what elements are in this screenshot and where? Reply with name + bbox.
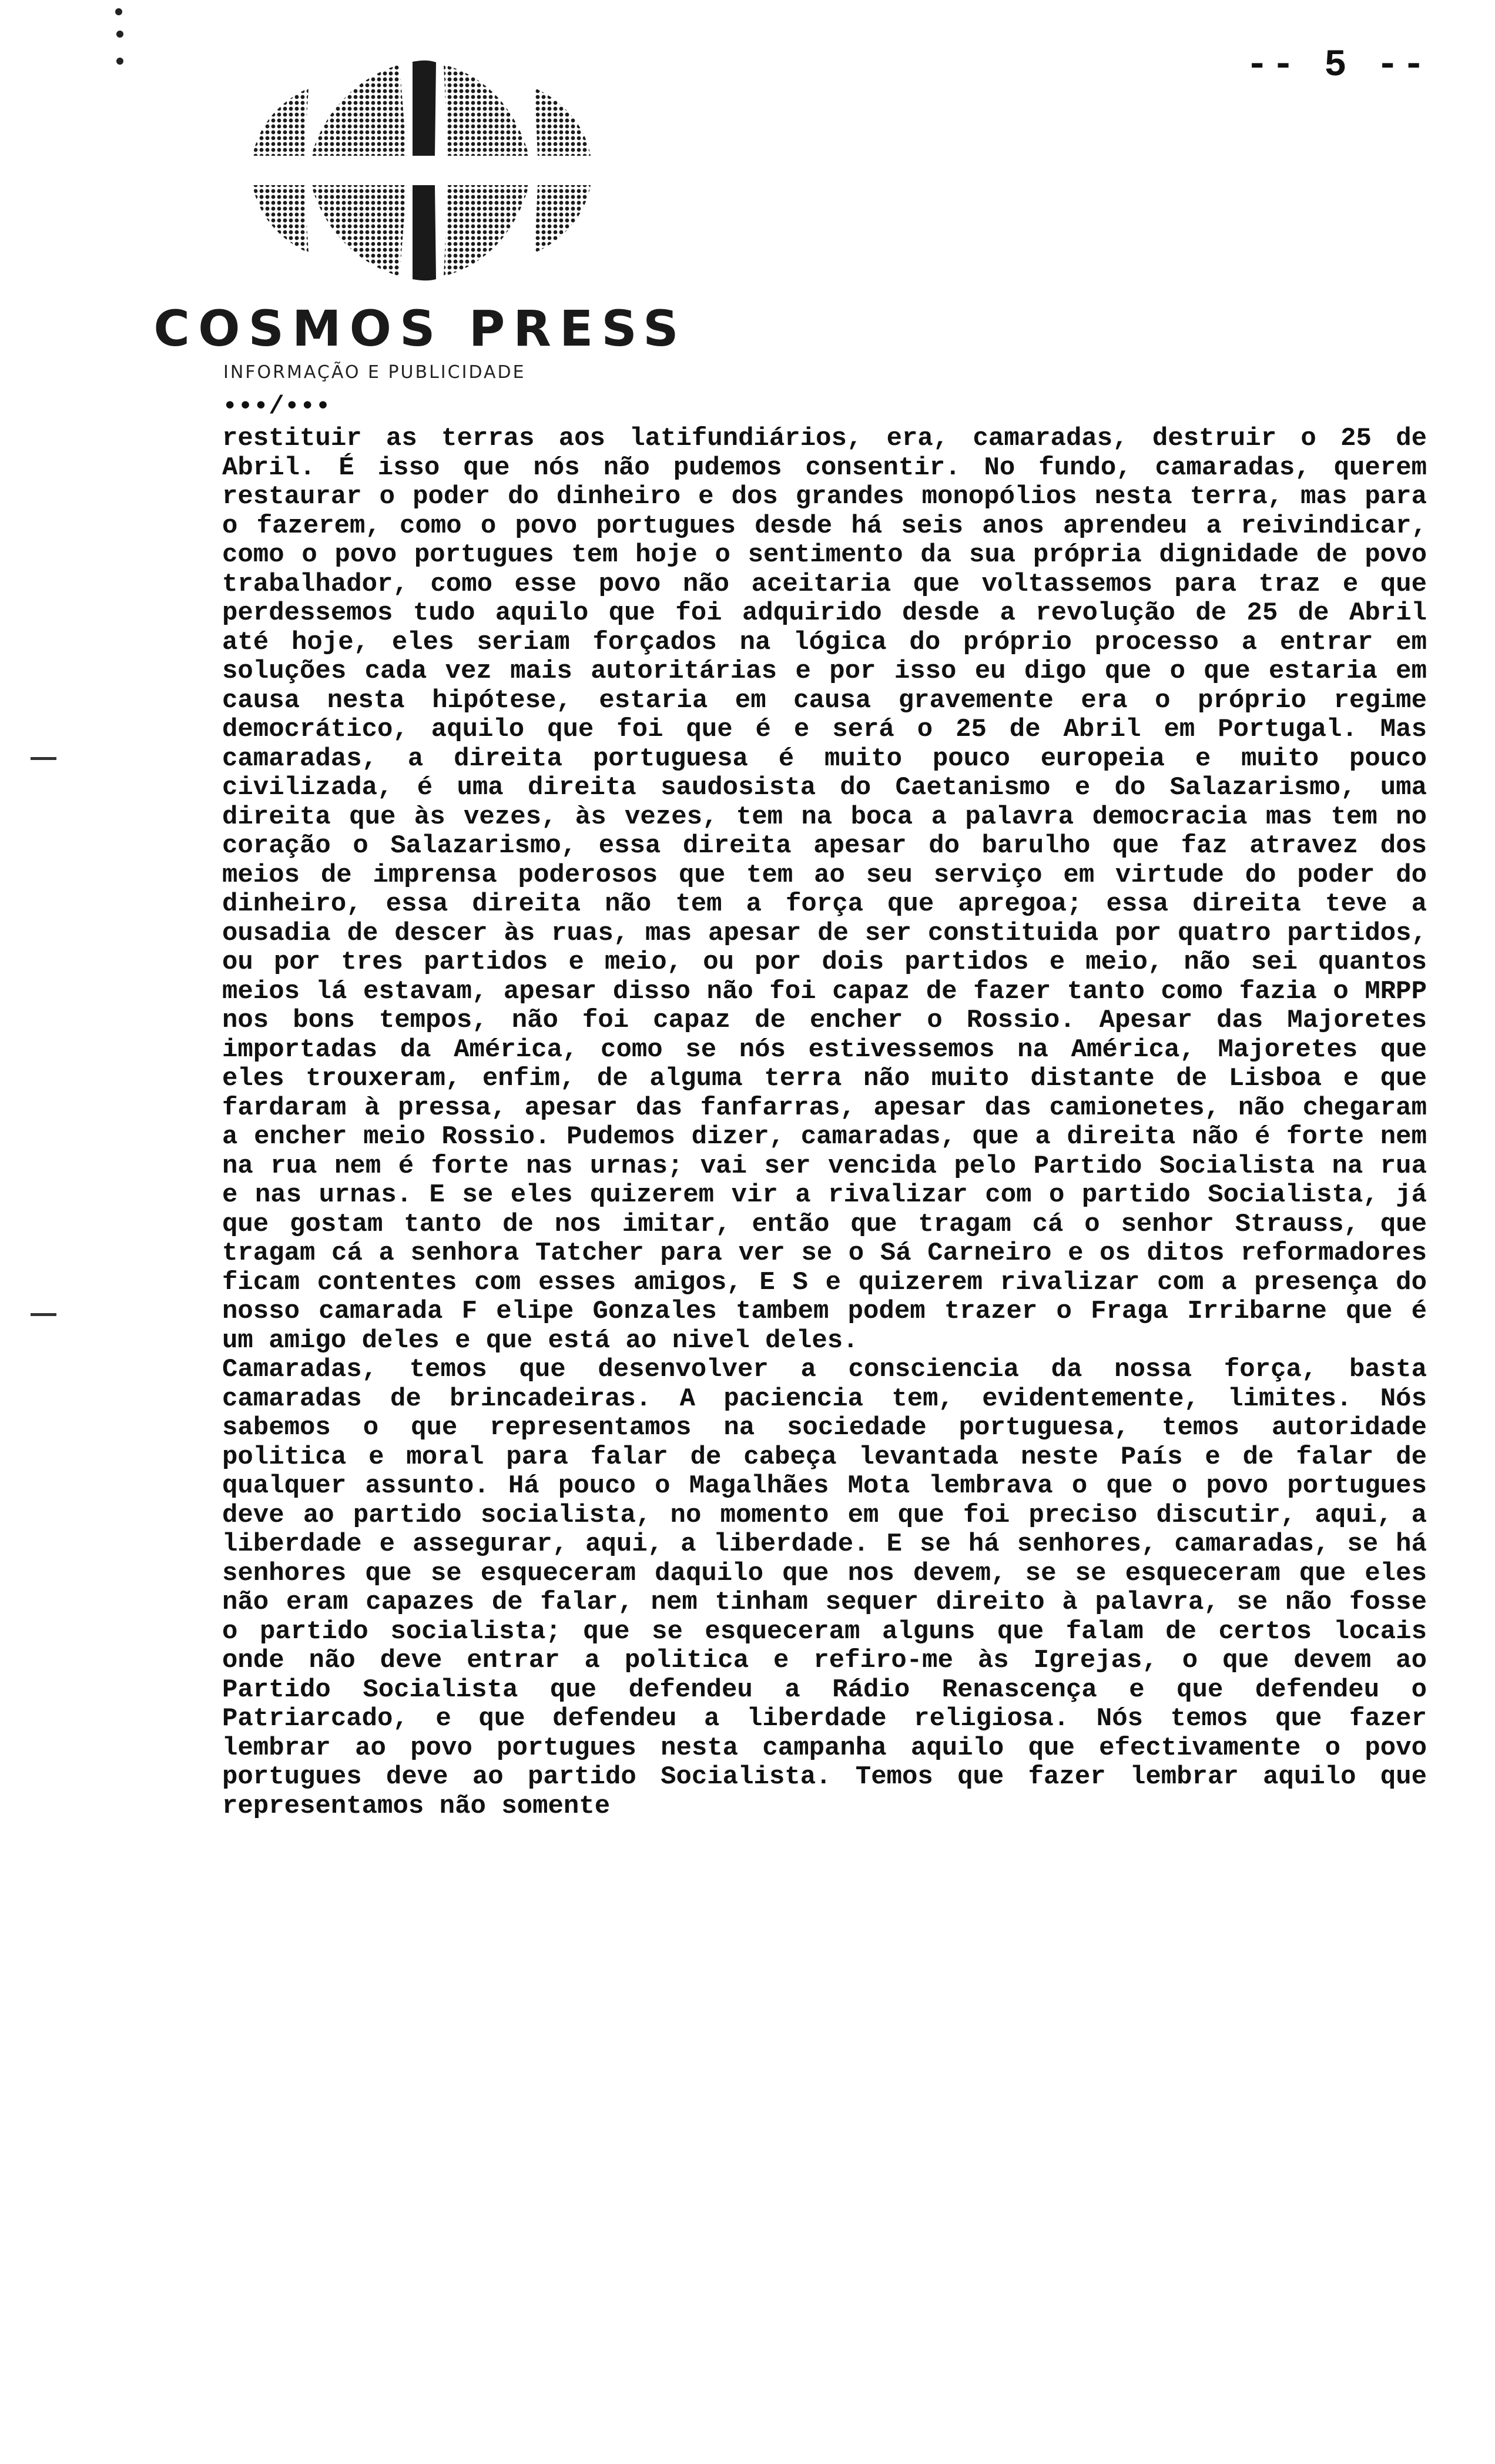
document-body <box>222 389 1427 1821</box>
letterhead <box>129 53 711 382</box>
margin-mark <box>116 31 123 38</box>
margin-mark <box>31 1313 56 1316</box>
brand-tagline: INFORMAÇÃO E PUBLICIDADE <box>223 362 526 383</box>
globe-logo-icon <box>241 53 599 288</box>
margin-mark <box>116 58 123 65</box>
margin-mark <box>115 8 122 15</box>
page-number: -- 5 -- <box>1246 45 1429 87</box>
paragraph: restituir as terras aos latifundiários, era, camaradas, destruir o 25 de Abril. É isso que nós não pudemos consentir. No fundo, camaradas, querem restaurar o poder do dinheiro e dos grandes monopólios nesta terra, mas para o fazerem, como o povo portugues desde há seis anos aprendeu a reivindicar, como o povo portugues tem hoje o sentimento da sua própria dignidade de povo trabalhador, como esse povo não aceitaria que voltassemos para traz e que perdessemos tudo aquilo que foi adquirido desde a revolução de 25 de Abril até hoje, eles seriam forçados na lógica do próprio processo a entrar em soluções cada vez mais autoritárias e por isso eu digo que o que estaria em causa nesta hipótese, estaria em causa gravemente era o próprio regime democrático, aquilo que foi que é e será o 25 de Abril em Portugal. Mas camaradas, a direita portuguesa é muito pouco europeia e muito pouco civilizada, é uma direita saudosista do Caetanismo e do Salazarismo, uma direita que às vezes, às vezes, tem na boca a palavra democracia mas tem no coração o Salazarismo, essa direita apesar do barulho que faz atravez dos meios de imprensa poderosos que tem ao seu serviço em virtude do poder do dinheiro, essa direita não tem a força que apregoa; essa direita teve a ousadia de descer às ruas, mas apesar de ser constituida por quatro partidos, ou por tres partidos e meio, ou por dois partidos e meio, não sei quantos meios lá estavam, apesar disso não foi capaz de fazer tanto como fazia o MRPP nos bons tempos, não foi capaz de encher o Rossio. Apesar das Majoretes importadas da América, como se nós estivessemos na América, Majoretes que eles trouxeram, enfim, de alguma terra não muito distante de Lisboa e que fardaram à pressa, apesar das fanfarras, apesar das camionetes, não chegaram a encher meio Rossio. Pudemos dizer, camaradas, que a direita não é forte nem na rua nem é forte nas urnas; vai ser vencida pelo Partido Socialista na rua e nas urnas. E se eles quizerem vir a rivalizar com o partido Socialista, já que gostam tanto de nos imitar, então que tragam cá o senhor Strauss, que tragam cá a senhora Tatcher para ver se o Sá Carneiro e os ditos reformadores ficam contentes com esses amigos, E S e quizerem rivalizar com a presença do nosso camarada F elipe Gonzales tambem podem trazer o Fraga Irribarne que é um amigo deles e que está ao nivel deles. <box>222 424 1427 1355</box>
brand-name: COSMOS PRESS <box>153 300 687 357</box>
continuation-marker: •••/••• <box>222 392 331 421</box>
margin-mark <box>31 757 56 760</box>
paragraph: Camaradas, temos que desenvolver a consciencia da nossa força, basta camaradas de brincadeiras. A paciencia tem, evidentemente, limites. Nós sabemos o que representamos na sociedade portuguesa, temos autoridade politica e moral para falar de cabeça levantada neste País e de falar de qualquer assunto. Há pouco o Magalhães Mota lembrava o que o povo portugues deve ao partido socialista, no momento em que foi preciso discutir, aqui, a liberdade e assegurar, aqui, a liberdade. E se há senhores, camaradas, se há senhores que se esqueceram daquilo que nos devem, se se esqueceram que eles não eram capazes de falar, nem tinham sequer direito à palavra, se não fosse o partido socialista; que se esqueceram alguns que falam de certos locais onde não deve entrar a politica e refiro-me às Igrejas, o que devem ao Partido Socialista que defendeu a Rádio Renascença e que defendeu o Patriarcado, e que defendeu a liberdade religiosa. Nós temos que fazer lembrar ao povo portugues nesta campanha aquilo que efectivamente o povo portugues deve ao partido Socialista. Temos que fazer lembrar aquilo que representamos não somente <box>222 1355 1427 1821</box>
